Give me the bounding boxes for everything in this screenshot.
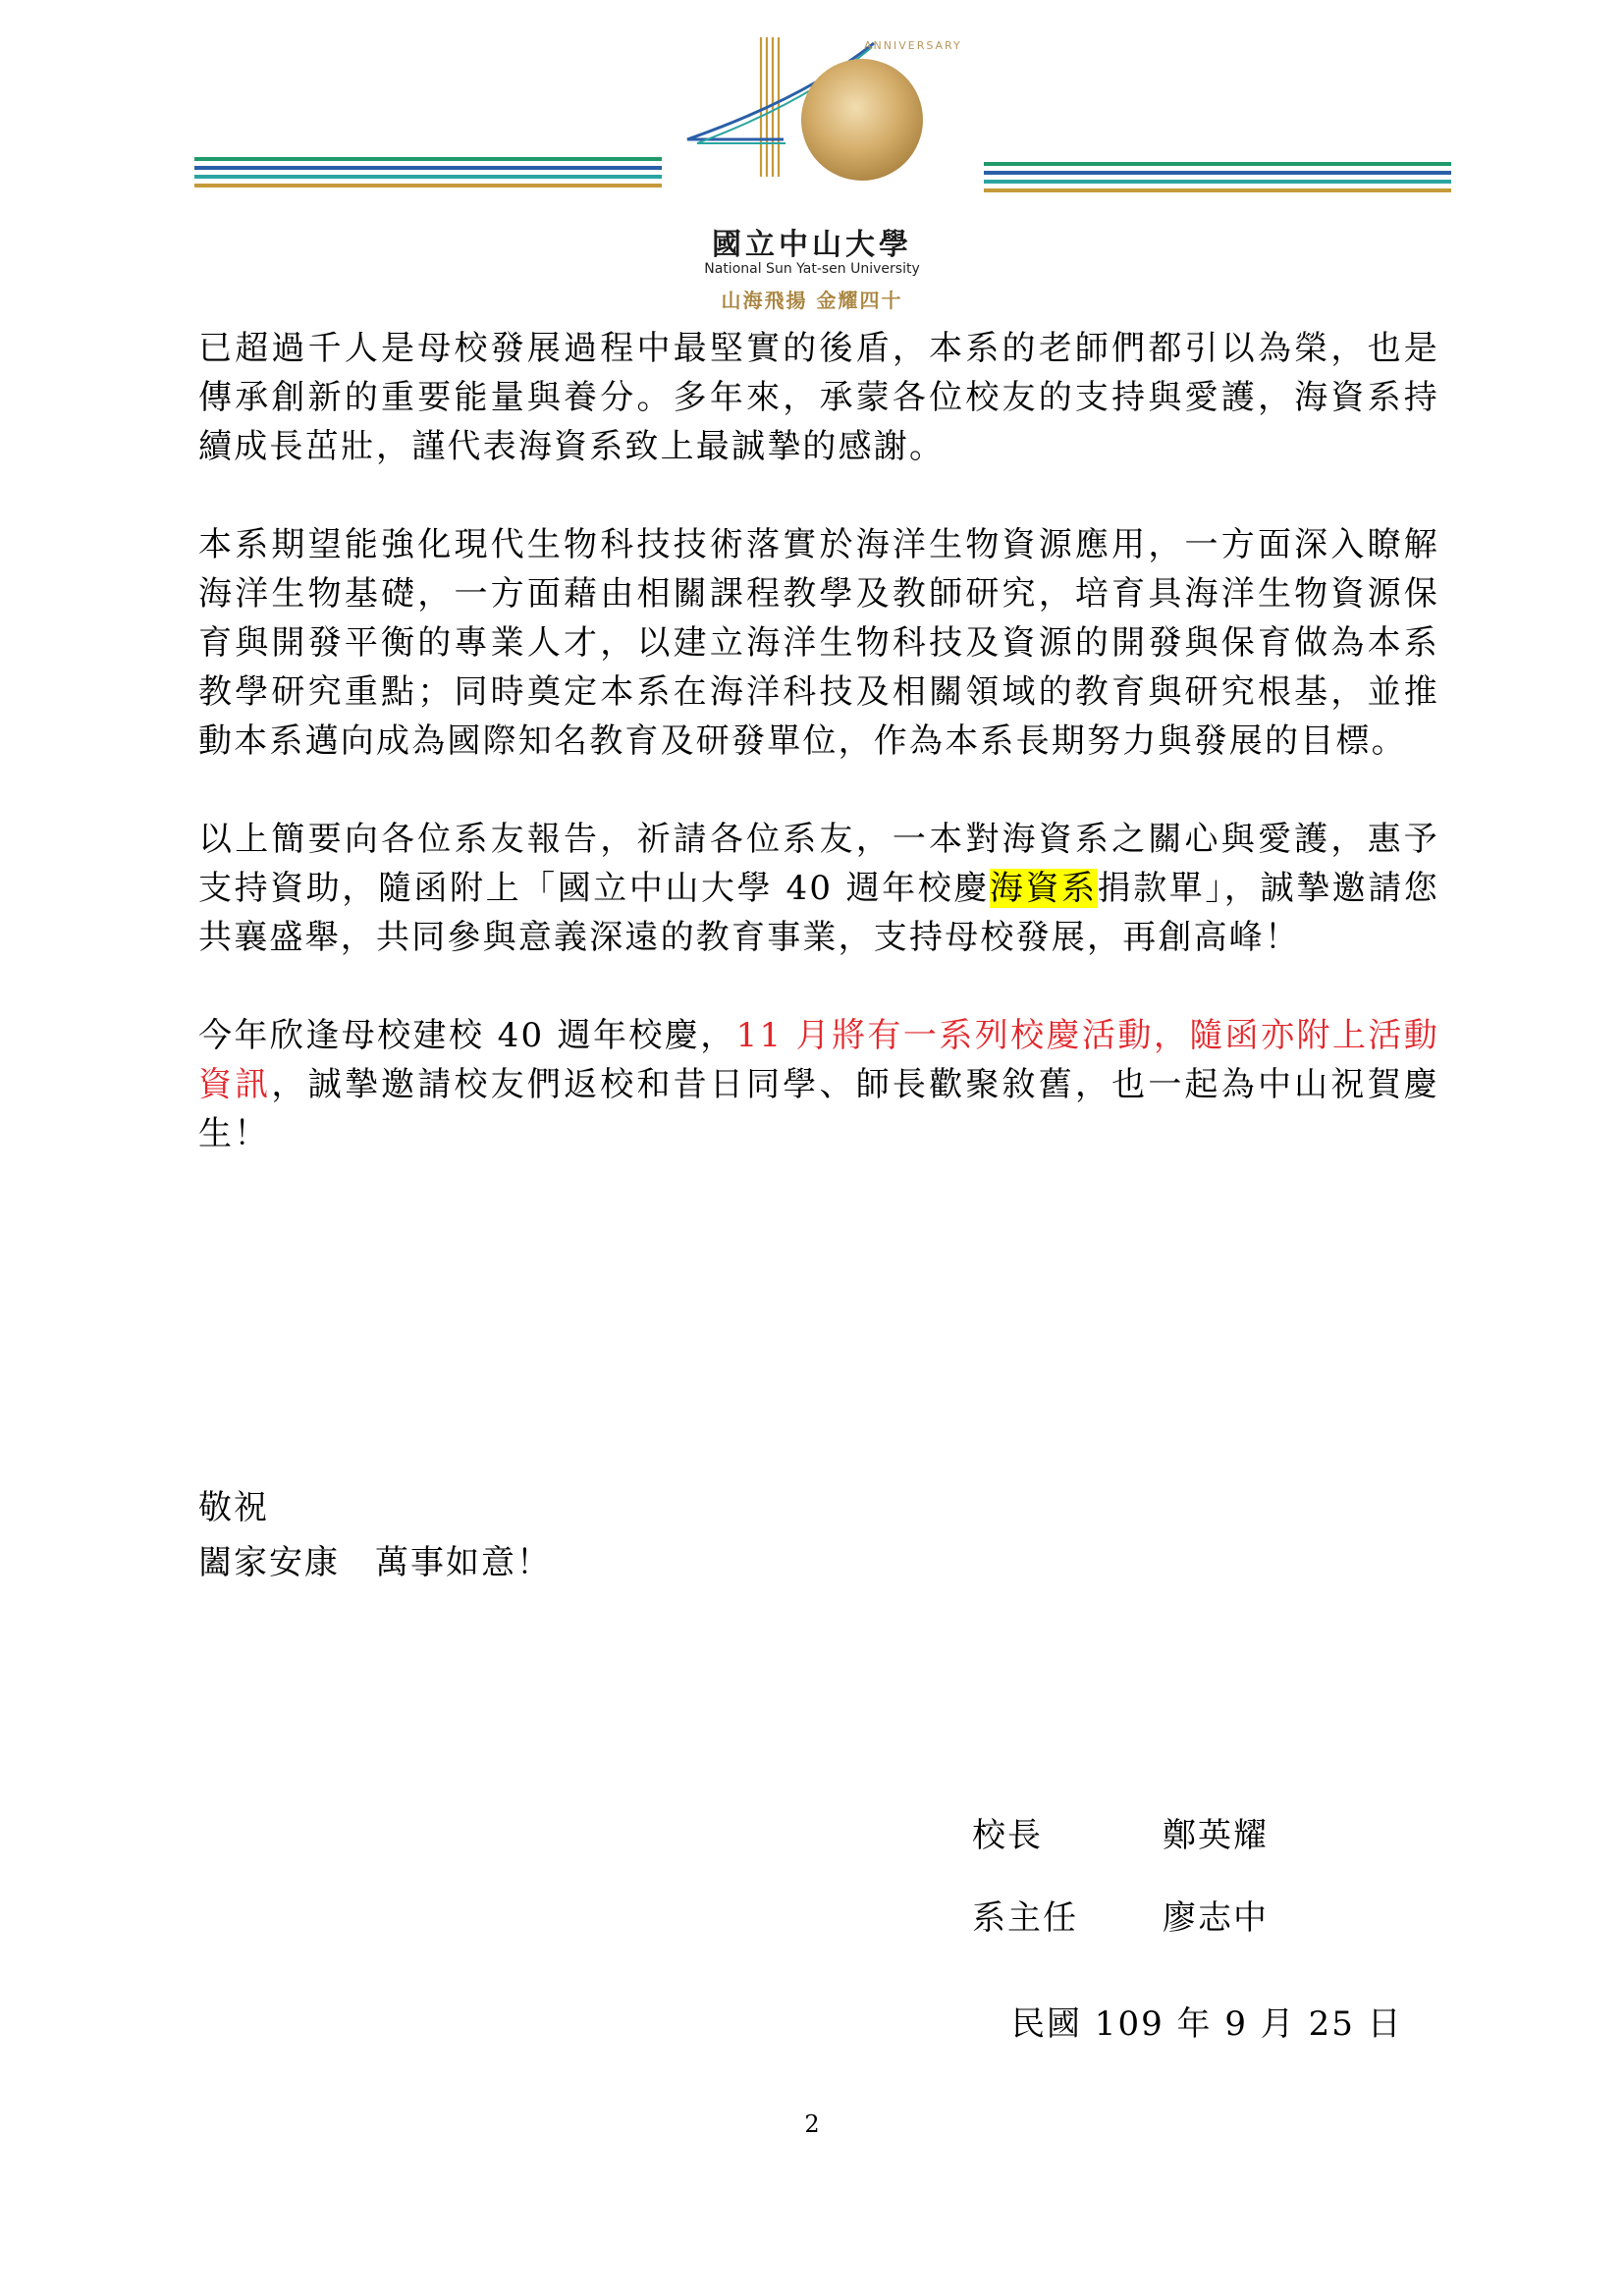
closing-line-2: 闔家安康 萬事如意！ — [198, 1543, 552, 1582]
closing-greeting — [198, 1480, 552, 1590]
paragraph-4 — [198, 1011, 1439, 1158]
paragraph-3-text-b: 捐款單」，誠摯邀請您共襄盛舉，共同參與意義深遠的教育事業，支持母校發展，再創高峰！ — [198, 869, 1440, 957]
paragraph-1: 已超過千人是母校發展過程中最堅實的後盾，本系的老師們都引以為榮，也是傳承創新的重要能量與養分。多年來，承蒙各位校友的支持與愛護，海資系持續成長茁壯，謹代表海資系致上最誠摯的感謝。 — [198, 329, 1439, 466]
anniversary-label: ANNIVERSARY — [864, 39, 962, 52]
signer-name: 廖志中 — [1163, 1898, 1269, 1938]
paragraph-4-text-a: 今年欣逢母校建校 40 週年校慶， — [198, 1016, 736, 1055]
event-notice-red: 11 月將有一系列校慶活動，隨函亦附上活動資訊 — [198, 1016, 1439, 1104]
signature-department-chair — [972, 1891, 1365, 1973]
right-color-stripes — [984, 162, 1451, 201]
letter-body — [198, 324, 1439, 1207]
page-number: 2 — [804, 2110, 820, 2138]
university-name-zh: 國立中山大學 — [712, 228, 912, 262]
highlighted-department: 海資系 — [989, 869, 1098, 908]
letter-date: 民國 109 年 9 月 25 日 — [1011, 2004, 1403, 2044]
signature-block — [972, 1808, 1365, 1973]
signer-title: 校長 — [972, 1816, 1043, 1855]
university-name-en: National Sun Yat-sen University — [704, 261, 920, 277]
letterhead — [0, 0, 1624, 324]
signer-name: 鄭英耀 — [1163, 1816, 1269, 1855]
paragraph-4-text-b: ，誠摯邀請校友們返校和昔日同學、師長歡聚敘舊，也一起為中山祝賀慶生！ — [198, 1065, 1439, 1153]
left-color-stripes — [194, 157, 662, 196]
paragraph-3 — [198, 815, 1439, 962]
anniversary-40-logo-icon — [668, 29, 982, 216]
paragraph-3-text-a: 以上簡要向各位系友報告，祈請各位系友，一本對海資系之關心與愛護，惠予支持資助，隨函附上「國立中山大學 40 週年校慶 — [198, 820, 1439, 908]
anniversary-slogan: 山海飛揚 金耀四十 — [721, 289, 903, 312]
paragraph-2: 本系期望能強化現代生物科技技術落實於海洋生物資源應用，一方面深入瞭解海洋生物基礎，一方面藉由相關課程教學及教師研究，培育具海洋生物資源保育與開發平衡的專業人才，以建立海洋生物科技及資源的開發與保育做為本系教學研究重點；同時奠定本系在海洋科技及相關領域的教育與研究根基，並推動本系邁向成為國際知名教育及研發單位，作為本系長期努力與發展的目標。 — [198, 525, 1439, 761]
signer-title: 系主任 — [972, 1898, 1078, 1938]
closing-line-1: 敬祝 — [198, 1488, 269, 1527]
signature-president — [972, 1808, 1365, 1891]
